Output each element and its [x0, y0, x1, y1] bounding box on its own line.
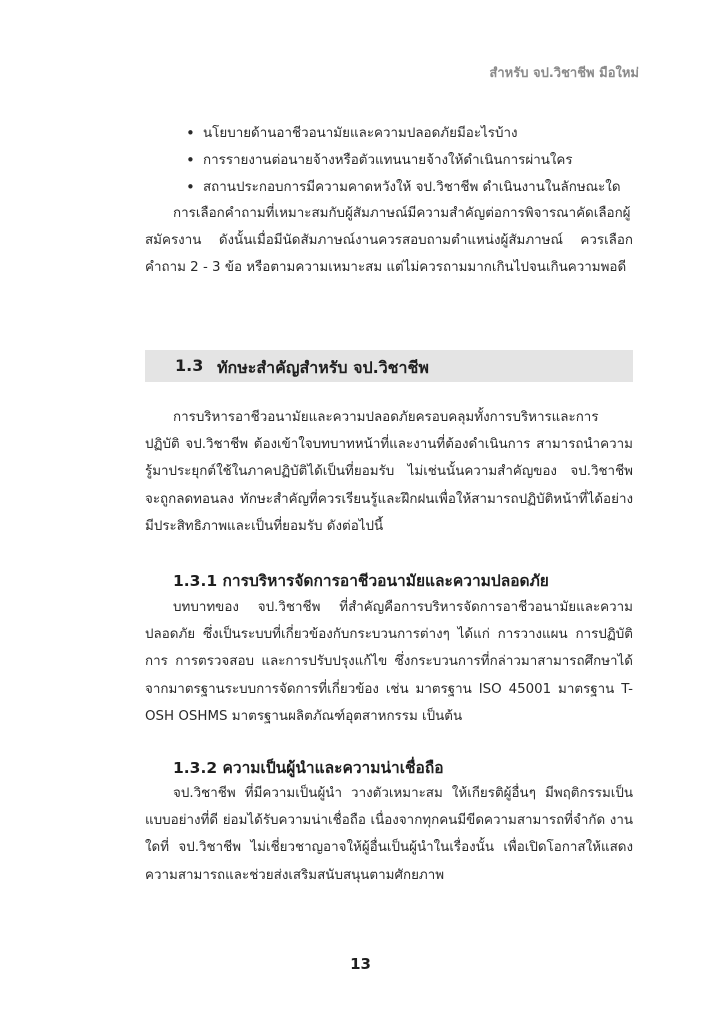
subsection-heading-1-3-2: 1.3.2 ความเป็นผู้นำและความน่าเชื่อถือ — [173, 759, 444, 777]
bullet-item: • การรายงานต่อนายจ้างหรือตัวแทนนายจ้างให้ดำเนินการผ่านใคร — [203, 147, 653, 174]
subsection-paragraph-1-3-1: บทบาทของ จป.วิชาชีพ ที่สำคัญคือการบริหารจัดการอาชีวอนามัยและความปลอดภัย ซึ่งเป็นระบบที่เกี่ยวข้องกับกระบวนการต่างๆ ได้แก่ การวางแผน การปฏิบัติการ การตรวจสอบ และการปรับปรุงแก้ไข ซึ่งกระบวนการที่กล่าวมาสามารถศึกษาได้จากมาตรฐานระบบการจัดการที่เกี่ยวข้อง เช่น มาตรฐาน ISO 45001 มาตรฐาน T-OSH OSHMS มาตรฐานผลิตภัณฑ์อุตสาหกรรม เป็นต้น — [145, 600, 633, 724]
intro-paragraph: การเลือกคำถามที่เหมาะสมกับผู้สัมภาษณ์มีความสำคัญต่อการพิจารณาคัดเลือกผู้สมัครงาน ดังนั้นเมื่อมีนัดสัมภาษณ์งานควรสอบถามตำแหน่งผู้สัมภาษณ์ ควรเลือกคำถาม 2 - 3 ข้อ หรือตามความเหมาะสม แต่ไม่ควรถามมากเกินไปจนเกินความพอดี — [145, 206, 633, 276]
section-number: 1.3 — [175, 356, 204, 375]
section-paragraph: การบริหารอาชีวอนามัยและความปลอดภัยครอบคลุมทั้งการบริหารและการปฏิบัติ จป.วิชาชีพ ต้องเข้าใจบทบาทหน้าที่และงานที่ต้องดำเนินการ สามารถนำความรู้มาประยุกต์ใช้ในภาคปฏิบัติได้เป็นที่ยอมรับ ไม่เช่นนั้นความสำคัญของ จป.วิชาชีพ จะถูกลดทอนลง ทักษะสำคัญที่ควรเรียนรู้และฝึกฝนเพื่อให้สามารถปฏิบัติหน้าที่ได้อย่างมีประสิทธิภาพและเป็นที่ยอมรับ ดังต่อไปนี้ — [145, 410, 633, 534]
section-heading-band — [145, 350, 633, 382]
bullet-list — [203, 120, 653, 201]
page-number: 13 — [350, 955, 371, 973]
subsection-paragraph-1-3-2: จป.วิชาชีพ ที่มีความเป็นผู้นำ วางตัวเหมาะสม ให้เกียรติผู้อื่นๆ มีพฤติกรรมเป็นแบบอย่างที่ดี ย่อมได้รับความน่าเชื่อถือ เนื่องจากทุกคนมีขีดความสามารถที่จำกัด งานใดที่ จป.วิชาชีพ ไม่เชี่ยวชาญอาจให้ผู้อื่นเป็นผู้นำในเรื่องนั้น เพื่อเปิดโอกาสให้แสดงความสามารถและช่วยส่งเสริมสนับสนุนตามศักยภาพ — [145, 786, 633, 883]
bullet-item: • สถานประกอบการมีความคาดหวังให้ จป.วิชาชีพ ดำเนินงานในลักษณะใด — [203, 174, 653, 201]
section-title: ทักษะสำคัญสำหรับ จป.วิชาชีพ — [217, 358, 429, 377]
subsection-heading-1-3-1: 1.3.1 การบริหารจัดการอาชีวอนามัยและความปลอดภัย — [173, 572, 549, 590]
bullet-item: • นโยบายด้านอาชีวอนามัยและความปลอดภัยมีอะไรบ้าง — [203, 120, 653, 147]
running-header: สำหรับ จป.วิชาชีพ มือใหม่ — [489, 66, 639, 81]
